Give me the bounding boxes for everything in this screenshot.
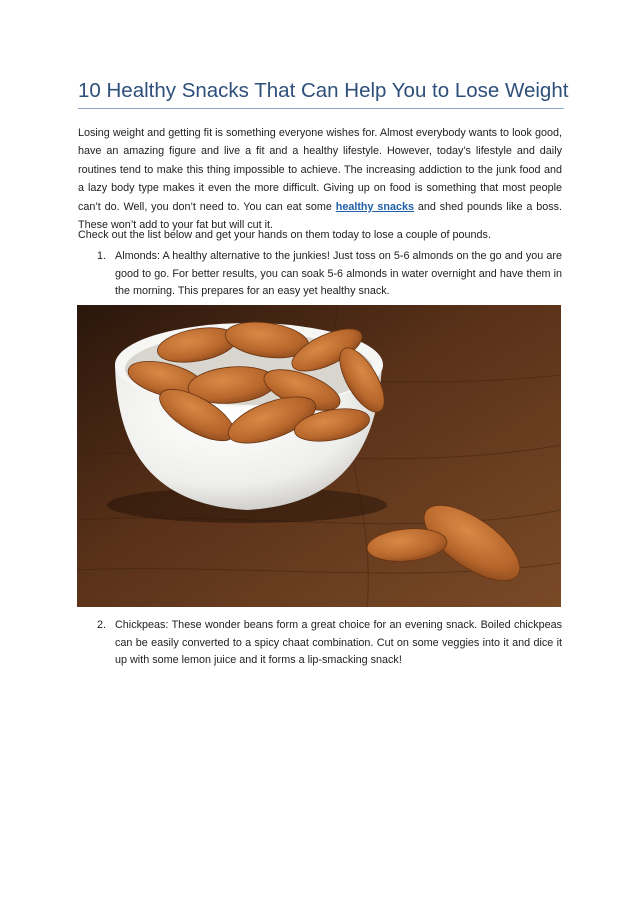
list-item-text: Chickpeas: These wonder beans form a great choice for an evening snack. Boiled chickpeas can be easily converted to a spicy chaat combination. Cut on some veggies into it and dice it up with some lemon juice and it forms a lip-smacking snack! — [115, 619, 562, 667]
list-item-text: Almonds: A healthy alternative to the junkies! Just toss on 5-6 almonds on the go and you are good to go. For better results, you can soak 5-6 almonds in water overnight and have them in the morning. This prepares for an easy yet healthy snack. — [115, 250, 562, 298]
healthy-snacks-link[interactable]: healthy snacks — [335, 200, 415, 213]
almonds-bowl-illustration — [77, 305, 561, 607]
list-item — [97, 248, 562, 301]
intro-text-start: Losing weight and getting fit is something everyone wishes for. Almost everybody wants to look good, have an amazing figure and live a fit and a healthy lifestyle. However, today’s lifestyle and daily routines tend to make this thing impossible to achieve. The increasing addiction to the junk food and a lazy body type makes it even the more difficult. Giving up on food is something that most people can’t do. Well, you don’t need to. You can eat some — [78, 127, 562, 213]
intro-text-end: and shed pounds like a boss. These won’t add to your fat but will cut it. — [78, 200, 563, 232]
almonds-photo — [77, 305, 561, 607]
page-title: 10 Healthy Snacks That Can Help You to Lose Weight — [78, 78, 564, 109]
intro-paragraph — [78, 124, 562, 234]
list-item-number: 2. — [97, 619, 107, 631]
list-item — [97, 617, 562, 670]
checkout-paragraph: Check out the list below and get your hands on them today to lose a couple of pounds. — [78, 229, 491, 241]
list-item-number: 1. — [97, 250, 107, 262]
